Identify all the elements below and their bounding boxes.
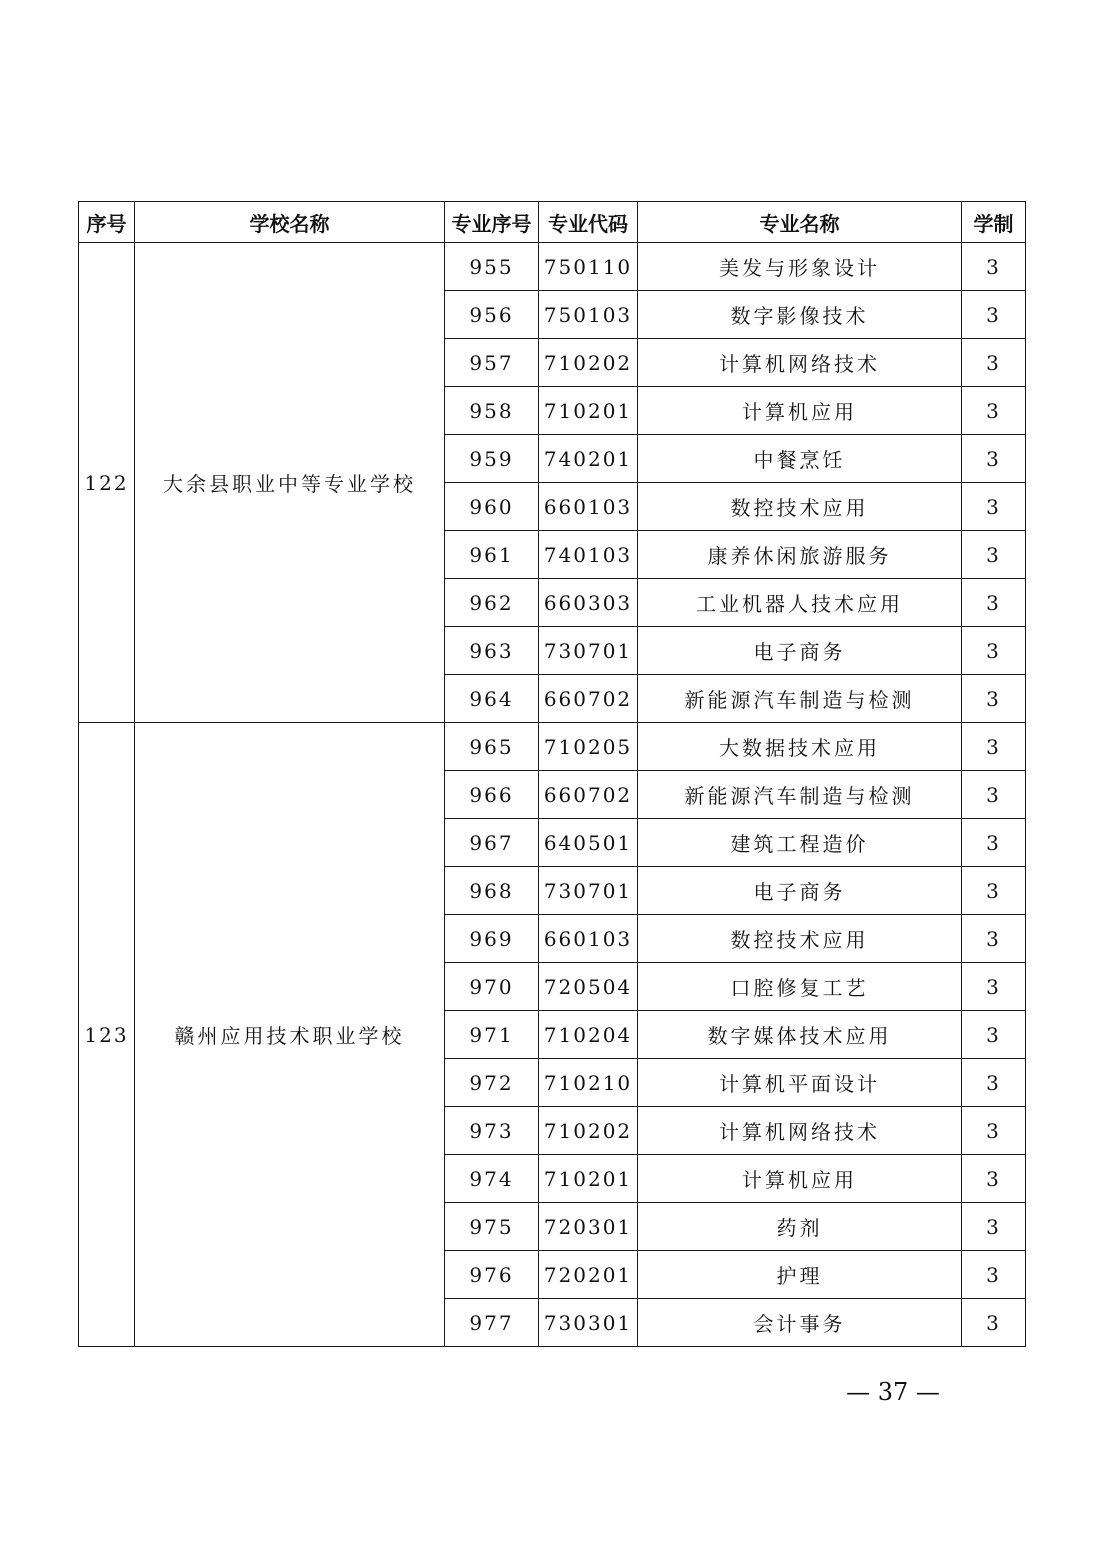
major-index-cell: 965 (445, 723, 539, 771)
major-code-cell: 710201 (539, 1155, 638, 1203)
major-code-cell: 710202 (539, 1107, 638, 1155)
major-index-cell: 970 (445, 963, 539, 1011)
major-code-cell: 710202 (539, 339, 638, 387)
major-name-cell: 药剂 (638, 1203, 962, 1251)
duration-cell: 3 (962, 579, 1026, 627)
duration-cell: 3 (962, 1059, 1026, 1107)
duration-cell: 3 (962, 291, 1026, 339)
major-index-cell: 960 (445, 483, 539, 531)
major-index-cell: 958 (445, 387, 539, 435)
header-index: 序号 (79, 202, 135, 243)
major-name-cell: 康养休闲旅游服务 (638, 531, 962, 579)
major-index-cell: 969 (445, 915, 539, 963)
school-index-cell: 122 (79, 243, 135, 723)
major-code-cell: 660702 (539, 771, 638, 819)
major-index-cell: 956 (445, 291, 539, 339)
major-code-cell: 710201 (539, 387, 638, 435)
major-code-cell: 740201 (539, 435, 638, 483)
major-name-cell: 口腔修复工艺 (638, 963, 962, 1011)
major-index-cell: 975 (445, 1203, 539, 1251)
major-code-cell: 710210 (539, 1059, 638, 1107)
major-code-cell: 640501 (539, 819, 638, 867)
major-index-cell: 964 (445, 675, 539, 723)
major-index-cell: 962 (445, 579, 539, 627)
duration-cell: 3 (962, 1107, 1026, 1155)
majors-table (78, 201, 1026, 1347)
major-name-cell: 计算机平面设计 (638, 1059, 962, 1107)
major-code-cell: 710205 (539, 723, 638, 771)
major-code-cell: 660103 (539, 915, 638, 963)
duration-cell: 3 (962, 243, 1026, 291)
major-code-cell: 750103 (539, 291, 638, 339)
duration-cell: 3 (962, 387, 1026, 435)
duration-cell: 3 (962, 1251, 1026, 1299)
major-code-cell: 660303 (539, 579, 638, 627)
page-number: — 37 — (846, 1378, 940, 1406)
major-code-cell: 740103 (539, 531, 638, 579)
major-index-cell: 973 (445, 1107, 539, 1155)
table-row (79, 723, 1026, 771)
major-code-cell: 660702 (539, 675, 638, 723)
major-index-cell: 972 (445, 1059, 539, 1107)
major-name-cell: 护理 (638, 1251, 962, 1299)
duration-cell: 3 (962, 1011, 1026, 1059)
header-duration: 学制 (962, 202, 1026, 243)
major-name-cell: 工业机器人技术应用 (638, 579, 962, 627)
major-code-cell: 730701 (539, 627, 638, 675)
major-index-cell: 957 (445, 339, 539, 387)
header-school-name: 学校名称 (135, 202, 445, 243)
header-row (79, 202, 1026, 243)
major-index-cell: 959 (445, 435, 539, 483)
major-name-cell: 美发与形象设计 (638, 243, 962, 291)
major-code-cell: 730701 (539, 867, 638, 915)
major-name-cell: 建筑工程造价 (638, 819, 962, 867)
duration-cell: 3 (962, 963, 1026, 1011)
duration-cell: 3 (962, 531, 1026, 579)
major-name-cell: 数控技术应用 (638, 915, 962, 963)
major-index-cell: 976 (445, 1251, 539, 1299)
table-row (79, 243, 1026, 291)
major-name-cell: 数控技术应用 (638, 483, 962, 531)
header-major-name: 专业名称 (638, 202, 962, 243)
major-name-cell: 计算机网络技术 (638, 1107, 962, 1155)
school-index-cell: 123 (79, 723, 135, 1347)
header-major-index: 专业序号 (445, 202, 539, 243)
duration-cell: 3 (962, 915, 1026, 963)
header-major-code: 专业代码 (539, 202, 638, 243)
major-code-cell: 660103 (539, 483, 638, 531)
major-name-cell: 计算机应用 (638, 387, 962, 435)
duration-cell: 3 (962, 627, 1026, 675)
duration-cell: 3 (962, 819, 1026, 867)
major-index-cell: 971 (445, 1011, 539, 1059)
major-index-cell: 966 (445, 771, 539, 819)
major-index-cell: 974 (445, 1155, 539, 1203)
duration-cell: 3 (962, 867, 1026, 915)
major-code-cell: 730301 (539, 1299, 638, 1347)
school-name-cell: 大余县职业中等专业学校 (135, 243, 445, 723)
major-name-cell: 新能源汽车制造与检测 (638, 675, 962, 723)
major-name-cell: 计算机应用 (638, 1155, 962, 1203)
duration-cell: 3 (962, 771, 1026, 819)
major-name-cell: 数字影像技术 (638, 291, 962, 339)
table-body (79, 243, 1026, 1347)
major-code-cell: 750110 (539, 243, 638, 291)
major-index-cell: 967 (445, 819, 539, 867)
duration-cell: 3 (962, 1155, 1026, 1203)
major-name-cell: 新能源汽车制造与检测 (638, 771, 962, 819)
duration-cell: 3 (962, 483, 1026, 531)
major-code-cell: 710204 (539, 1011, 638, 1059)
major-name-cell: 电子商务 (638, 627, 962, 675)
major-name-cell: 数字媒体技术应用 (638, 1011, 962, 1059)
duration-cell: 3 (962, 723, 1026, 771)
major-code-cell: 720301 (539, 1203, 638, 1251)
duration-cell: 3 (962, 339, 1026, 387)
major-name-cell: 电子商务 (638, 867, 962, 915)
major-name-cell: 会计事务 (638, 1299, 962, 1347)
school-name-cell: 赣州应用技术职业学校 (135, 723, 445, 1347)
major-index-cell: 977 (445, 1299, 539, 1347)
duration-cell: 3 (962, 675, 1026, 723)
major-index-cell: 963 (445, 627, 539, 675)
major-name-cell: 大数据技术应用 (638, 723, 962, 771)
major-name-cell: 中餐烹饪 (638, 435, 962, 483)
major-code-cell: 720201 (539, 1251, 638, 1299)
major-name-cell: 计算机网络技术 (638, 339, 962, 387)
major-index-cell: 961 (445, 531, 539, 579)
duration-cell: 3 (962, 1299, 1026, 1347)
major-index-cell: 955 (445, 243, 539, 291)
duration-cell: 3 (962, 435, 1026, 483)
duration-cell: 3 (962, 1203, 1026, 1251)
major-index-cell: 968 (445, 867, 539, 915)
major-code-cell: 720504 (539, 963, 638, 1011)
